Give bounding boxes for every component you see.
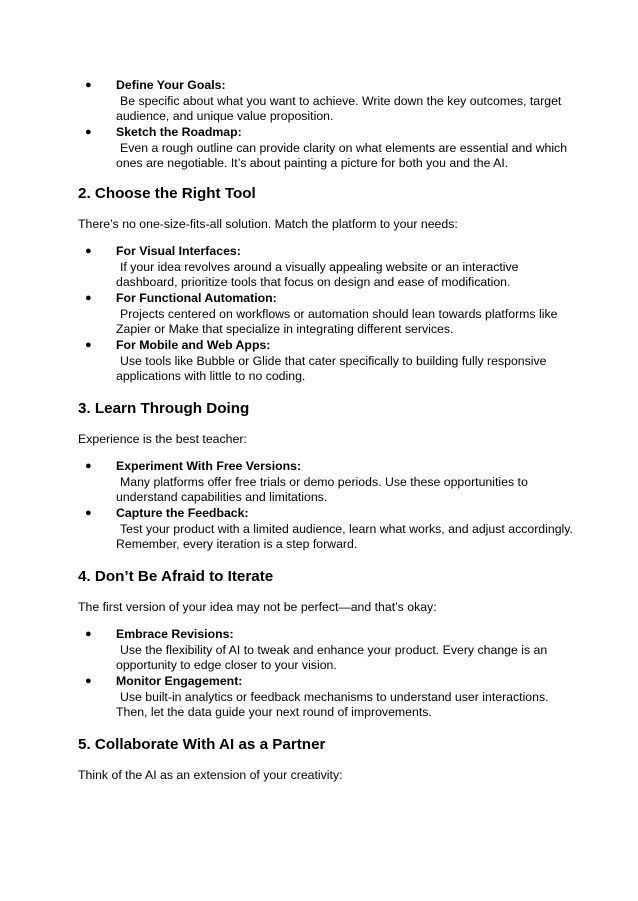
item-title: For Mobile and Web Apps: <box>116 338 271 352</box>
item-body: If your idea revolves around a visually appealing website or an interactive dashboard, prioritize tools that focus on design and ease of modification. <box>116 259 519 290</box>
tool-list <box>0 244 638 385</box>
section-intro: There’s no one-size-fits-all solution. Match the platform to your needs: <box>78 217 458 231</box>
list-item <box>0 291 638 338</box>
bullet-icon: ● <box>85 339 92 351</box>
list-item <box>0 338 638 385</box>
item-title: Monitor Engagement: <box>116 674 243 688</box>
item-body: Be specific about what you want to achieve. Write down the key outcomes, target audience, and unique value proposition. <box>116 93 562 124</box>
bullet-icon: ● <box>85 675 92 687</box>
goals-list <box>0 78 638 172</box>
item-title: Define Your Goals: <box>116 78 226 92</box>
bullet-icon: ● <box>85 245 92 257</box>
bullet-icon: ● <box>85 292 92 304</box>
item-body: Many platforms offer free trials or demo periods. Use these opportunities to understand capabilities and limitations. <box>116 474 528 505</box>
section-intro: The first version of your idea may not be perfect—and that’s okay: <box>78 600 437 614</box>
bullet-icon: ● <box>85 460 92 472</box>
item-title: Sketch the Roadmap: <box>116 125 242 139</box>
bullet-icon: ● <box>85 507 92 519</box>
list-item <box>0 627 638 674</box>
item-title: Capture the Feedback: <box>116 506 249 520</box>
item-title: For Functional Automation: <box>116 291 277 305</box>
bullet-icon: ● <box>85 79 92 91</box>
list-item <box>0 459 638 506</box>
section-heading-collaborate: 5. Collaborate With AI as a Partner <box>78 736 326 753</box>
item-title: For Visual Interfaces: <box>116 244 241 258</box>
learn-list <box>0 459 638 553</box>
section-intro: Think of the AI as an extension of your creativity: <box>78 768 343 782</box>
section-intro: Experience is the best teacher: <box>78 432 247 446</box>
section-heading-learn-doing: 3. Learn Through Doing <box>78 400 250 417</box>
iterate-list <box>0 627 638 721</box>
item-body: Test your product with a limited audience, learn what works, and adjust accordingly. Remember, every iteration is a step forward. <box>116 521 573 552</box>
item-body: Use the flexibility of AI to tweak and enhance your product. Every change is an opportunity to edge closer to your vision. <box>116 642 548 673</box>
item-body: Even a rough outline can provide clarity on what elements are essential and which ones are negotiable. It’s about painting a picture for both you and the AI. <box>116 140 568 171</box>
list-item <box>0 125 638 172</box>
list-item <box>0 78 638 125</box>
list-item <box>0 506 638 553</box>
item-title: Experiment With Free Versions: <box>116 459 302 473</box>
item-body: Projects centered on workflows or automation should lean towards platforms like Zapier or Make that specialize in integrating different services. <box>116 306 558 337</box>
bullet-icon: ● <box>85 628 92 640</box>
list-item <box>0 244 638 291</box>
item-title: Embrace Revisions: <box>116 627 234 641</box>
item-body: Use built-in analytics or feedback mechanisms to understand user interactions. Then, let the data guide your next round of improvements. <box>116 689 549 720</box>
bullet-icon: ● <box>85 126 92 138</box>
item-body: Use tools like Bubble or Glide that cater specifically to building fully responsive applications with little to no coding. <box>116 353 547 384</box>
section-heading-choose-tool: 2. Choose the Right Tool <box>78 185 256 202</box>
section-heading-iterate: 4. Don’t Be Afraid to Iterate <box>78 568 274 585</box>
list-item <box>0 674 638 721</box>
